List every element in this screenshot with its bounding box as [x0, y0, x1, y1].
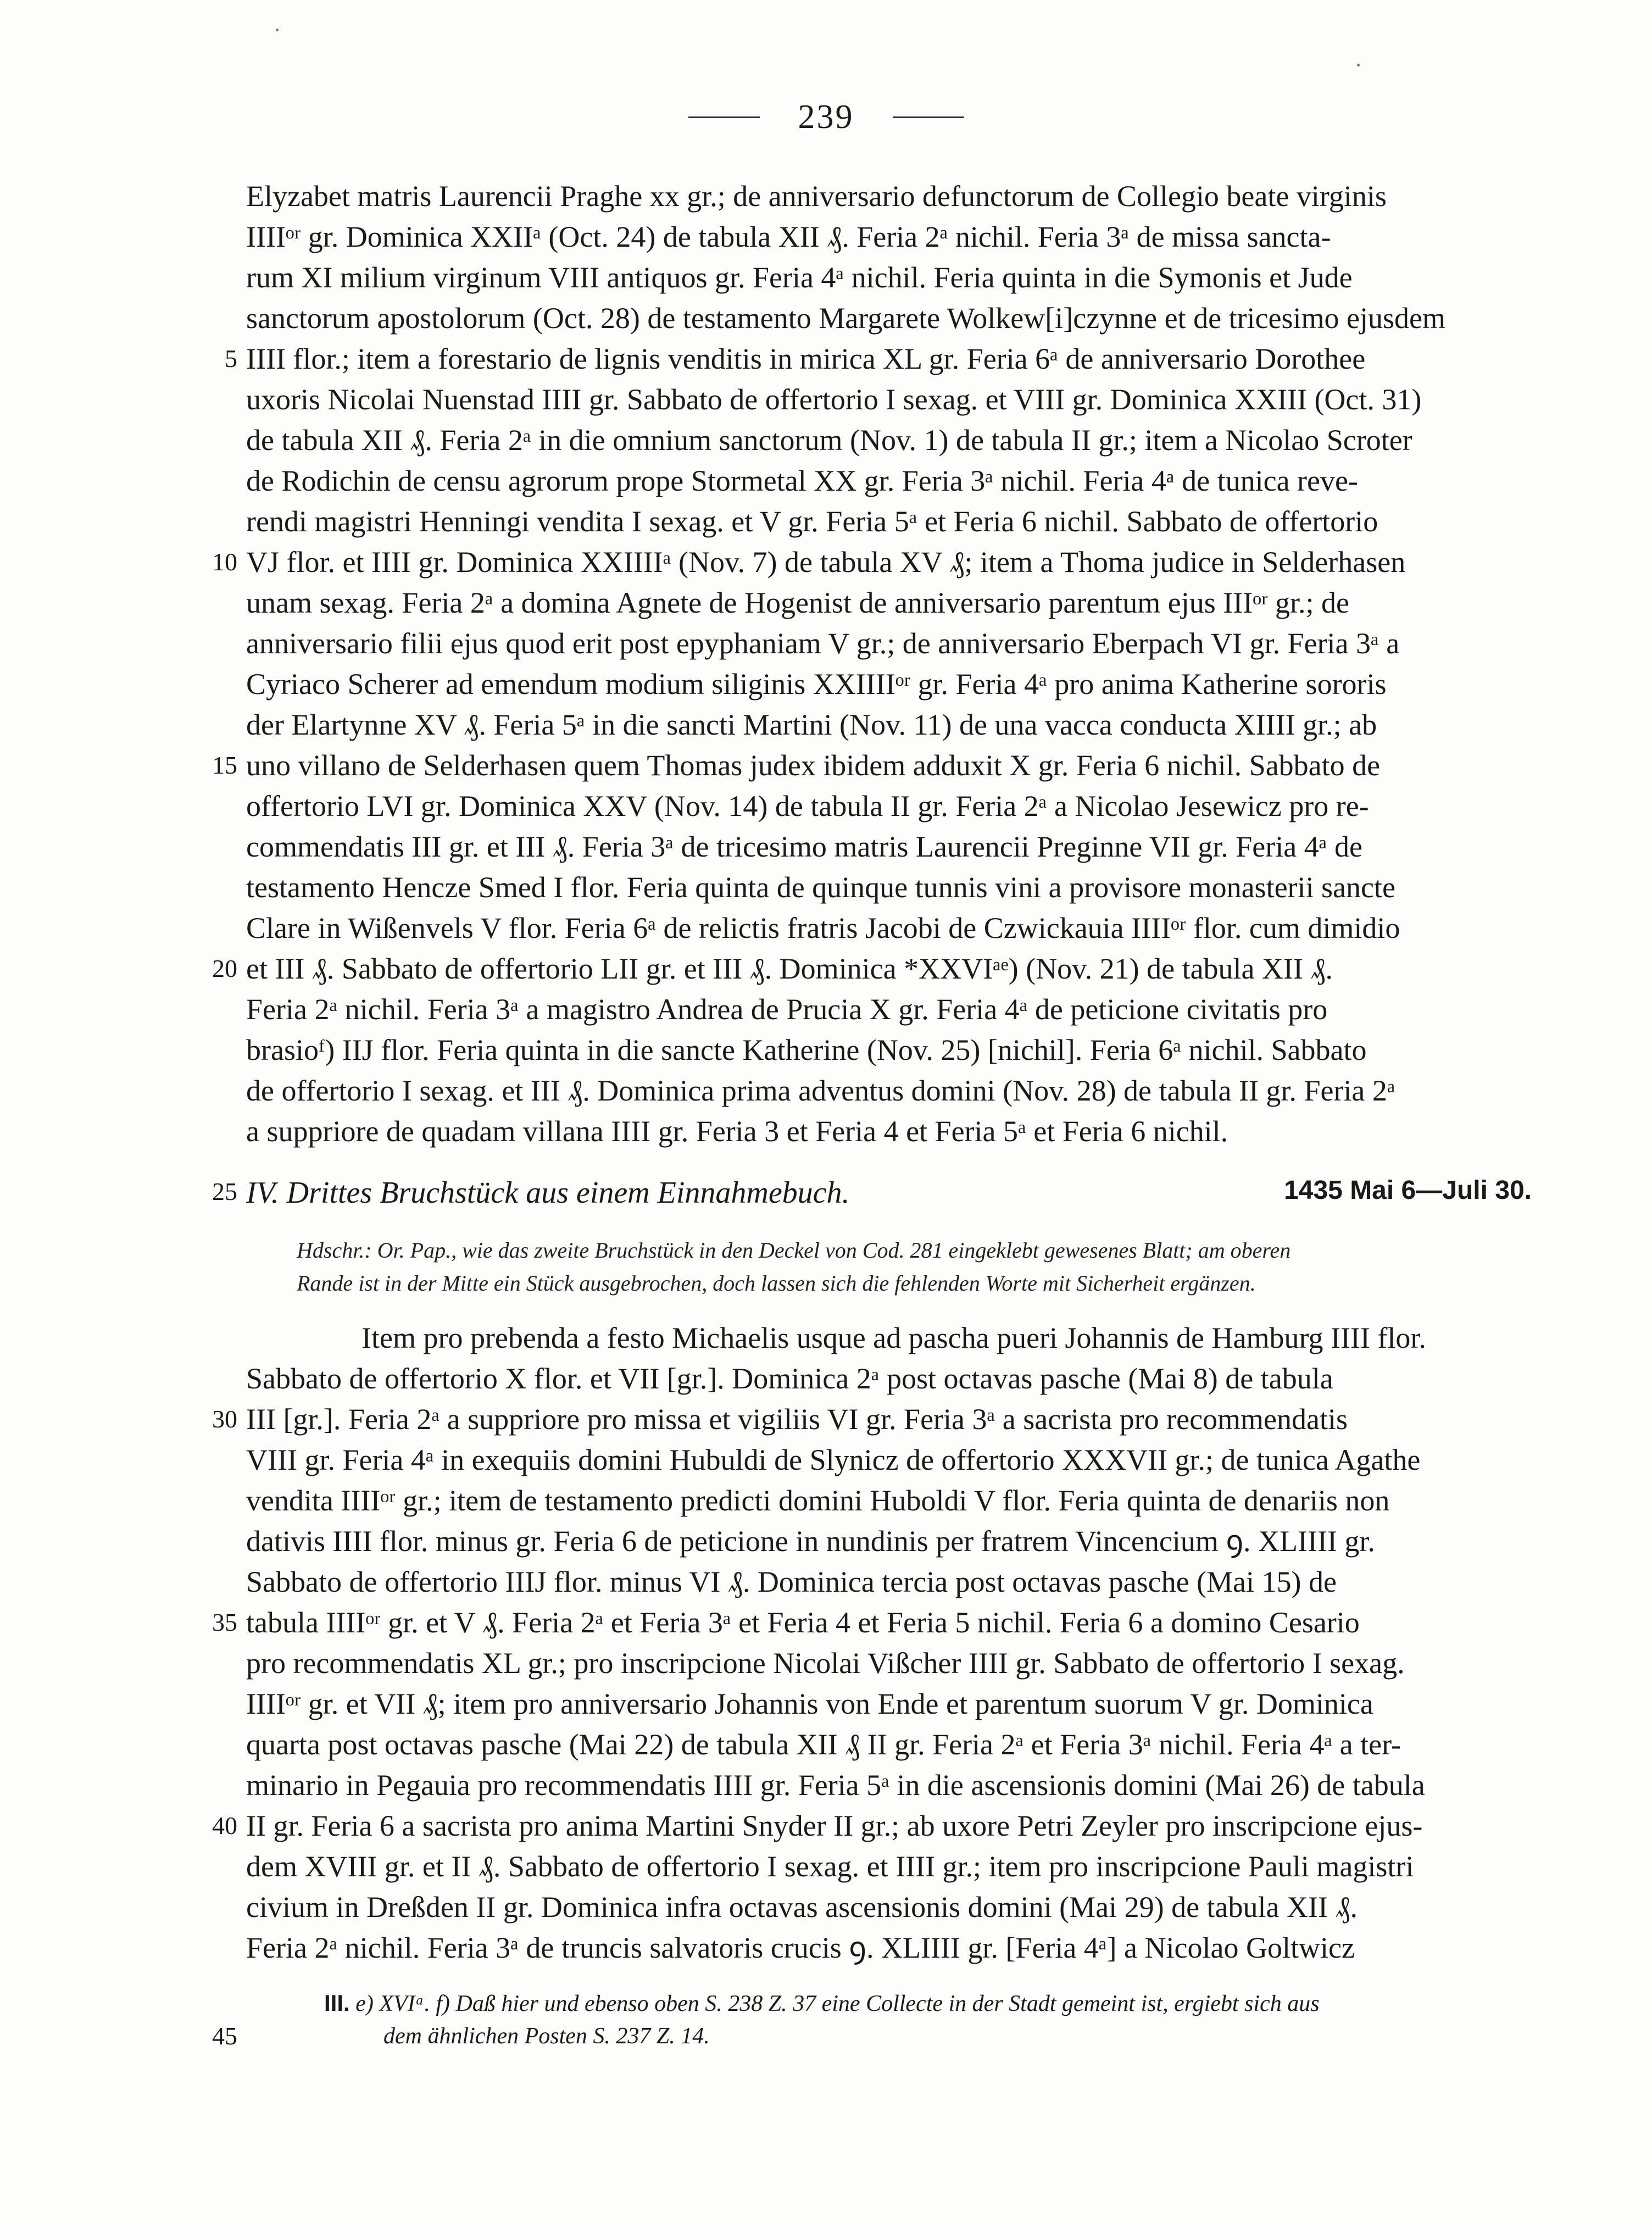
- text-line: Feria 2ᵃ nichil. Feria 3ᵃ de truncis salvatoris crucis ꝯ. XLIIII gr. [Feria 4ᵃ] a Nicolao Goltwicz: [246, 1931, 1355, 1964]
- text-line: VIII gr. Feria 4ᵃ in exequiis domini Hubuldi de Slynicz de offertorio XXXVII gr.; de tunica Agathe: [246, 1443, 1421, 1476]
- footnote-line: [383, 2020, 1592, 2053]
- text-line: brasioᶠ) IIJ flor. Feria quinta in die sancte Katherine (Nov. 25) [nichil]. Feria 6ᵃ nichil. Sabbato: [246, 1033, 1367, 1066]
- line-number: 30: [212, 1405, 237, 1433]
- text-line: vendita IIIIᵒʳ gr.; item de testamento predicti domini Huboldi V flor. Feria quinta de denariis non: [246, 1484, 1390, 1517]
- footnote-reference: III.: [324, 1990, 350, 2016]
- section-date: 1435 Mai 6—Juli 30.: [1284, 1176, 1532, 1205]
- header-rule-left: [688, 116, 760, 118]
- line-number: 5: [225, 344, 237, 373]
- text-line: testamento Hencze Smed I flor. Feria quinta de quinque tunnis vini a provisore monasterii sancte: [246, 871, 1395, 904]
- text-line: offertorio LVI gr. Dominica XXV (Nov. 14) de tabula II gr. Feria 2ᵃ a Nicolao Jesewicz pro re-: [246, 790, 1369, 823]
- text-line: quarta post octavas pasche (Mai 22) de tabula XII ₰ II gr. Feria 2ᵃ et Feria 3ᵃ nichil. Feria 4ᵃ a ter-: [246, 1728, 1401, 1761]
- line-number: 45: [212, 2022, 237, 2050]
- text-line: pro recommendatis XL gr.; pro inscripcione Nicolai Vißcher IIII gr. Sabbato de offertorio I sexag.: [246, 1647, 1405, 1680]
- text-line: rum XI milium virginum VIII antiquos gr. Feria 4ᵃ nichil. Feria quinta in die Symonis et Jude: [246, 261, 1353, 294]
- line-number: 40: [212, 1811, 237, 1840]
- text-line: uno villano de Selderhasen quem Thomas judex ibidem adduxit X gr. Feria 6 nichil. Sabbato de: [246, 749, 1381, 782]
- text-line: et III ₰. Sabbato de offertorio LII gr. et III ₰. Dominica *XXVIᵃᵉ) (Nov. 21) de tabula XII ₰.: [246, 952, 1333, 985]
- line-number: 10: [212, 548, 237, 576]
- paper-speck: [1357, 64, 1360, 66]
- manuscript-note-line: Hdschr.: Or. Pap., wie das zweite Bruchstück in den Deckel von Cod. 281 eingeklebt gewesenes Blatt; am oberen: [297, 1238, 1291, 1263]
- text-line: dativis IIII flor. minus gr. Feria 6 de peticione in nundinis per fratrem Vincencium ꝯ. XLIIII gr.: [246, 1525, 1375, 1558]
- text-line: rendi magistri Henningi vendita I sexag. et V gr. Feria 5ᵃ et Feria 6 nichil. Sabbato de offertorio: [246, 505, 1378, 538]
- text-line: dem XVIII gr. et II ₰. Sabbato de offertorio I sexag. et IIII gr.; item pro inscripcione Pauli magistri: [246, 1850, 1414, 1883]
- text-line: tabula IIIIᵒʳ gr. et V ₰. Feria 2ᵃ et Feria 3ᵃ et Feria 4 et Feria 5 nichil. Feria 6 a domino Cesario: [246, 1606, 1360, 1639]
- text-line: IIIIᵒʳ gr. et VII ₰; item pro anniversario Johannis von Ende et parentum suorum V gr. Dominica: [246, 1687, 1373, 1720]
- line-number: 25: [212, 1177, 237, 1205]
- text-line: Cyriaco Scherer ad emendum modium siliginis XXIIIIᵒʳ gr. Feria 4ᵃ pro anima Katherine sororis: [246, 668, 1387, 701]
- text-line: uxoris Nicolai Nuenstad IIII gr. Sabbato de offertorio I sexag. et VIII gr. Dominica XXIII (Oct. 31): [246, 383, 1422, 416]
- text-line: de offertorio I sexag. et III ₰. Dominica prima adventus domini (Nov. 28) de tabula II gr. Feria 2ᵃ: [246, 1074, 1395, 1107]
- text-line: civium in Dreßden II gr. Dominica infra octavas ascensionis domini (Mai 29) de tabula XII ₰.: [246, 1891, 1358, 1924]
- line-number: 35: [212, 1608, 237, 1636]
- footnote-line: [324, 1987, 1533, 2020]
- text-line: de Rodichin de censu agrorum prope Stormetal XX gr. Feria 3ᵃ nichil. Feria 4ᵃ de tunica reve-: [246, 464, 1358, 497]
- text-line: Clare in Wißenvels V flor. Feria 6ᵃ de relictis fratris Jacobi de Czwickauia IIIIᵒʳ flor. cum dimidio: [246, 912, 1400, 944]
- line-number: 20: [212, 954, 237, 982]
- header-rule-right: [893, 116, 964, 118]
- text-line: a suppriore de quadam villana IIII gr. Feria 3 et Feria 4 et Feria 5ᵃ et Feria 6 nichil.: [246, 1115, 1228, 1148]
- text-line: Elyzabet matris Laurencii Praghe xx gr.; de anniversario defunctorum de Collegio beate virginis: [246, 180, 1387, 213]
- footnote-text: e) XVIᵃ. f) Daß hier und ebenso oben S. 238 Z. 37 eine Collecte in der Stadt gemeint ist, ergiebt sich aus: [355, 1991, 1320, 2016]
- text-line: II gr. Feria 6 a sacrista pro anima Martini Snyder II gr.; ab uxore Petri Zeyler pro inscripcione ejus-: [246, 1809, 1423, 1842]
- paper-speck: [276, 29, 279, 31]
- text-line: Item pro prebenda a festo Michaelis usque ad pascha pueri Johannis de Hamburg IIII flor.: [361, 1321, 1426, 1354]
- manuscript-note-line: Rande ist in der Mitte ein Stück ausgebrochen, doch lassen sich die fehlenden Worte mit Sicherheit ergänzen.: [297, 1271, 1256, 1296]
- page-header: [0, 98, 1652, 137]
- page-number: 239: [798, 98, 854, 136]
- text-line: unam sexag. Feria 2ᵃ a domina Agnete de Hogenist de anniversario parentum ejus IIIᵒʳ gr.; de: [246, 586, 1349, 619]
- text-line: de tabula XII ₰. Feria 2ᵃ in die omnium sanctorum (Nov. 1) de tabula II gr.; item a Nicolao Scroter: [246, 424, 1412, 457]
- text-line: minario in Pegauia pro recommendatis IIII gr. Feria 5ᵃ in die ascensionis domini (Mai 26) de tabula: [246, 1769, 1425, 1802]
- section-title: IV. Drittes Bruchstück aus einem Einnahmebuch.: [246, 1176, 850, 1210]
- text-line: III [gr.]. Feria 2ᵃ a suppriore pro missa et vigiliis VI gr. Feria 3ᵃ a sacrista pro recommendatis: [246, 1403, 1348, 1436]
- text-line: VJ flor. et IIII gr. Dominica XXIIIIᵃ (Nov. 7) de tabula XV ₰; item a Thoma judice in Selderhasen: [246, 546, 1406, 579]
- text-line: der Elartynne XV ₰. Feria 5ᵃ in die sancti Martini (Nov. 11) de una vacca conducta XIIII gr.; ab: [246, 708, 1377, 741]
- text-line: anniversario filii ejus quod erit post epyphaniam V gr.; de anniversario Eberpach VI gr. Feria 3ᵃ a: [246, 627, 1400, 660]
- text-line: Feria 2ᵃ nichil. Feria 3ᵃ a magistro Andrea de Prucia X gr. Feria 4ᵃ de peticione civitatis pro: [246, 993, 1328, 1026]
- text-line: commendatis III gr. et III ₰. Feria 3ᵃ de tricesimo matris Laurencii Preginne VII gr. Feria 4ᵃ de: [246, 830, 1362, 863]
- text-line: IIIIᵒʳ gr. Dominica XXIIᵃ (Oct. 24) de tabula XII ₰. Feria 2ᵃ nichil. Feria 3ᵃ de missa sancta-: [246, 220, 1331, 253]
- line-number: 15: [212, 751, 237, 779]
- text-line: IIII flor.; item a forestario de lignis venditis in mirica XL gr. Feria 6ᵃ de anniversario Dorothee: [246, 342, 1366, 375]
- footnote-text: dem ähnlichen Posten S. 237 Z. 14.: [383, 2024, 710, 2049]
- text-line: Sabbato de offertorio X flor. et VII [gr.]. Dominica 2ᵃ post octavas pasche (Mai 8) de tabula: [246, 1362, 1333, 1395]
- text-line: sanctorum apostolorum (Oct. 28) de testamento Margarete Wolkew[i]czynne et de tricesimo ejusdem: [246, 302, 1445, 335]
- text-line: Sabbato de offertorio IIIJ flor. minus VI ₰. Dominica tercia post octavas pasche (Mai 15) de: [246, 1565, 1337, 1598]
- section-heading: [246, 1175, 1532, 1210]
